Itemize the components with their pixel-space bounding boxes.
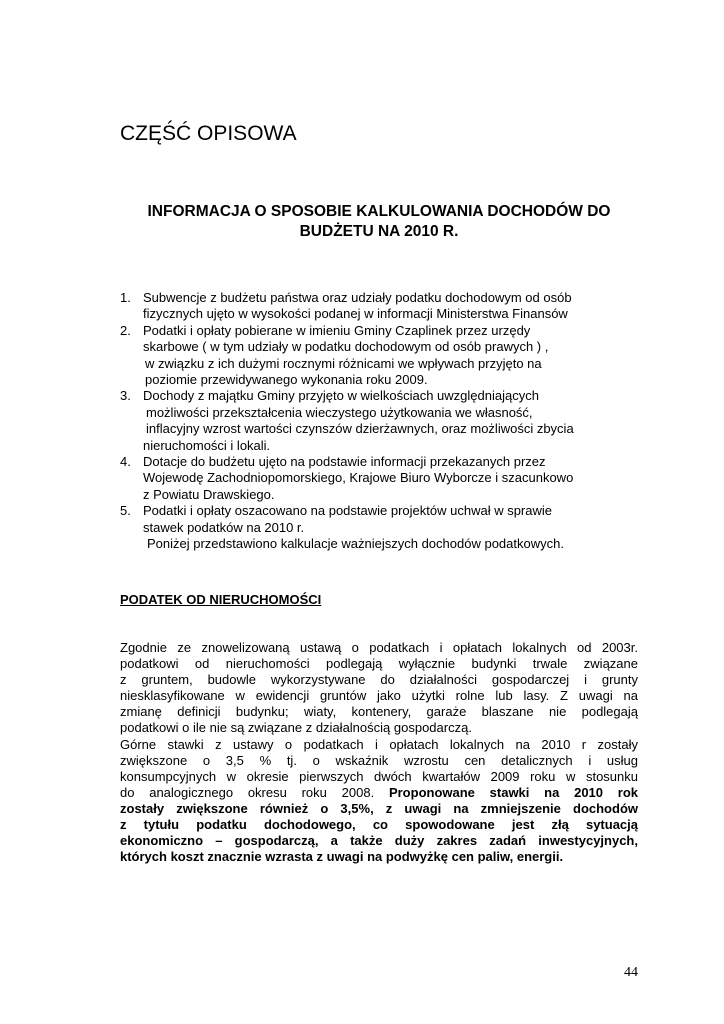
paragraph-line: niesklasyfikowane w ewidencji gruntów jako użytki rolne lub lasy. Z uwagi na <box>120 688 638 704</box>
list-item-line: nieruchomości i lokali. <box>143 437 271 453</box>
paragraph-line: podatkowi o ile nie są związane z działalnością gospodarczą. <box>120 720 472 736</box>
list-item-line: fizycznych ujęto w wysokości podanej w informacji Ministerstwa Finansów <box>143 306 568 322</box>
paragraph-bold-line: których koszt znacznie wzrasta z uwagi na podwyżkę cen paliw, energii. <box>120 849 564 865</box>
list-item-line: skarbowe ( w tym udziały w podatku dochodowym od osób prawych ) , <box>143 339 549 355</box>
numbered-list <box>120 290 638 553</box>
list-item <box>120 290 638 323</box>
list-item-line: Dotacje do budżetu ujęto na podstawie informacji przekazanych przez <box>143 454 546 470</box>
list-item-line: Wojewodę Zachodniopomorskiego, Krajowe Biuro Wyborcze i szacunkowo <box>143 470 574 486</box>
list-item-number: 3. <box>120 388 131 404</box>
paragraph-line: Zgodnie ze znowelizowaną ustawą o podatkach i opłatach lokalnych od 2003r. <box>120 640 638 655</box>
page-number: 44 <box>624 965 638 980</box>
list-item-line: z Powiatu Drawskiego. <box>143 486 275 502</box>
paragraph-line-text: do analogicznego okresu roku 2008. <box>120 784 375 800</box>
list-item-number: 4. <box>120 454 131 470</box>
paragraph-bold-text: Proponowane stawki na 2010 rok <box>388 784 638 800</box>
list-item-line: Subwencje z budżetu państwa oraz udziały podatku dochodowym od osób <box>143 290 572 305</box>
paragraph-line: zmianę definicji budynku; wiaty, kontenery, garaże blaszane nie podlegają <box>120 704 638 720</box>
body-paragraph <box>120 640 638 865</box>
list-item <box>120 388 638 454</box>
page-title: CZĘŚĆ OPISOWA <box>120 122 297 145</box>
subsection-heading: PODATEK OD NIERUCHOMOŚCI <box>120 592 322 607</box>
list-item-line: Podatki i opłaty pobierane w imieniu Gminy Czaplinek przez urzędy <box>143 322 531 338</box>
paragraph-line: podatkowi od nieruchomości podlegają wyłącznie budynki trwale związane <box>120 656 638 672</box>
paragraph-bold-line: ekonomiczno – gospodarczą, a także duży zakres zadań inwestycyjnych, <box>120 833 638 849</box>
list-item <box>120 503 638 552</box>
list-item <box>120 454 638 503</box>
paragraph-line-mixed <box>120 785 638 801</box>
list-item-number: 2. <box>120 322 131 338</box>
list-item-line: Podatki i opłaty oszacowano na podstawie projektów uchwał w sprawie <box>143 503 552 519</box>
paragraph-bold-line: z tytułu podatku dochodowego, co spowodowane jest złą sytuacją <box>120 817 638 833</box>
paragraph-bold-line: zostały zwiększone również o 3,5%, z uwagi na zmniejszenie dochodów <box>120 800 638 816</box>
list-item-line: stawek podatków na 2010 r. <box>143 519 305 535</box>
list-item-line: Dochody z majątku Gminy przyjęto w wielkościach uwzględniających <box>143 388 539 404</box>
list-item-number: 1. <box>120 290 131 305</box>
list-item-line: poziomie przewidywanego wykonania roku 2009. <box>145 372 428 388</box>
paragraph-line: z gruntem, budowle wykorzystywane do działalności gospodarczej i grunty <box>120 672 638 688</box>
list-item-number: 5. <box>120 503 131 519</box>
paragraph-line: zwiększone o 3,5 % tj. o wskaźnik wzrostu cen detalicznych i usług <box>120 752 638 768</box>
paragraph-line: konsumpcyjnych w okresie pierwszych dwóch kwartałów 2009 roku w stosunku <box>120 768 638 784</box>
section-title: INFORMACJA O SPOSOBIE KALKULOWANIA DOCHODÓW DO BUDŻETU NA 2010 R. <box>147 203 611 240</box>
list-item-line: inflacyjny wzrost wartości czynszów dzierżawnych, oraz możliwości zbycia <box>146 421 574 437</box>
paragraph-line: Górne stawki z ustawy o podatkach i opłatach lokalnych na 2010 r zostały <box>120 736 638 752</box>
list-item-line: możliwości przekształcenia wieczystego użytkowania we własność, <box>146 404 533 420</box>
list-item-line: Poniżej przedstawiono kalkulacje ważniejszych dochodów podatkowych. <box>147 536 564 552</box>
list-item-line: w związku z ich dużymi rocznymi różnicami we wpływach przyjęto na <box>145 355 542 371</box>
list-item <box>120 323 638 389</box>
